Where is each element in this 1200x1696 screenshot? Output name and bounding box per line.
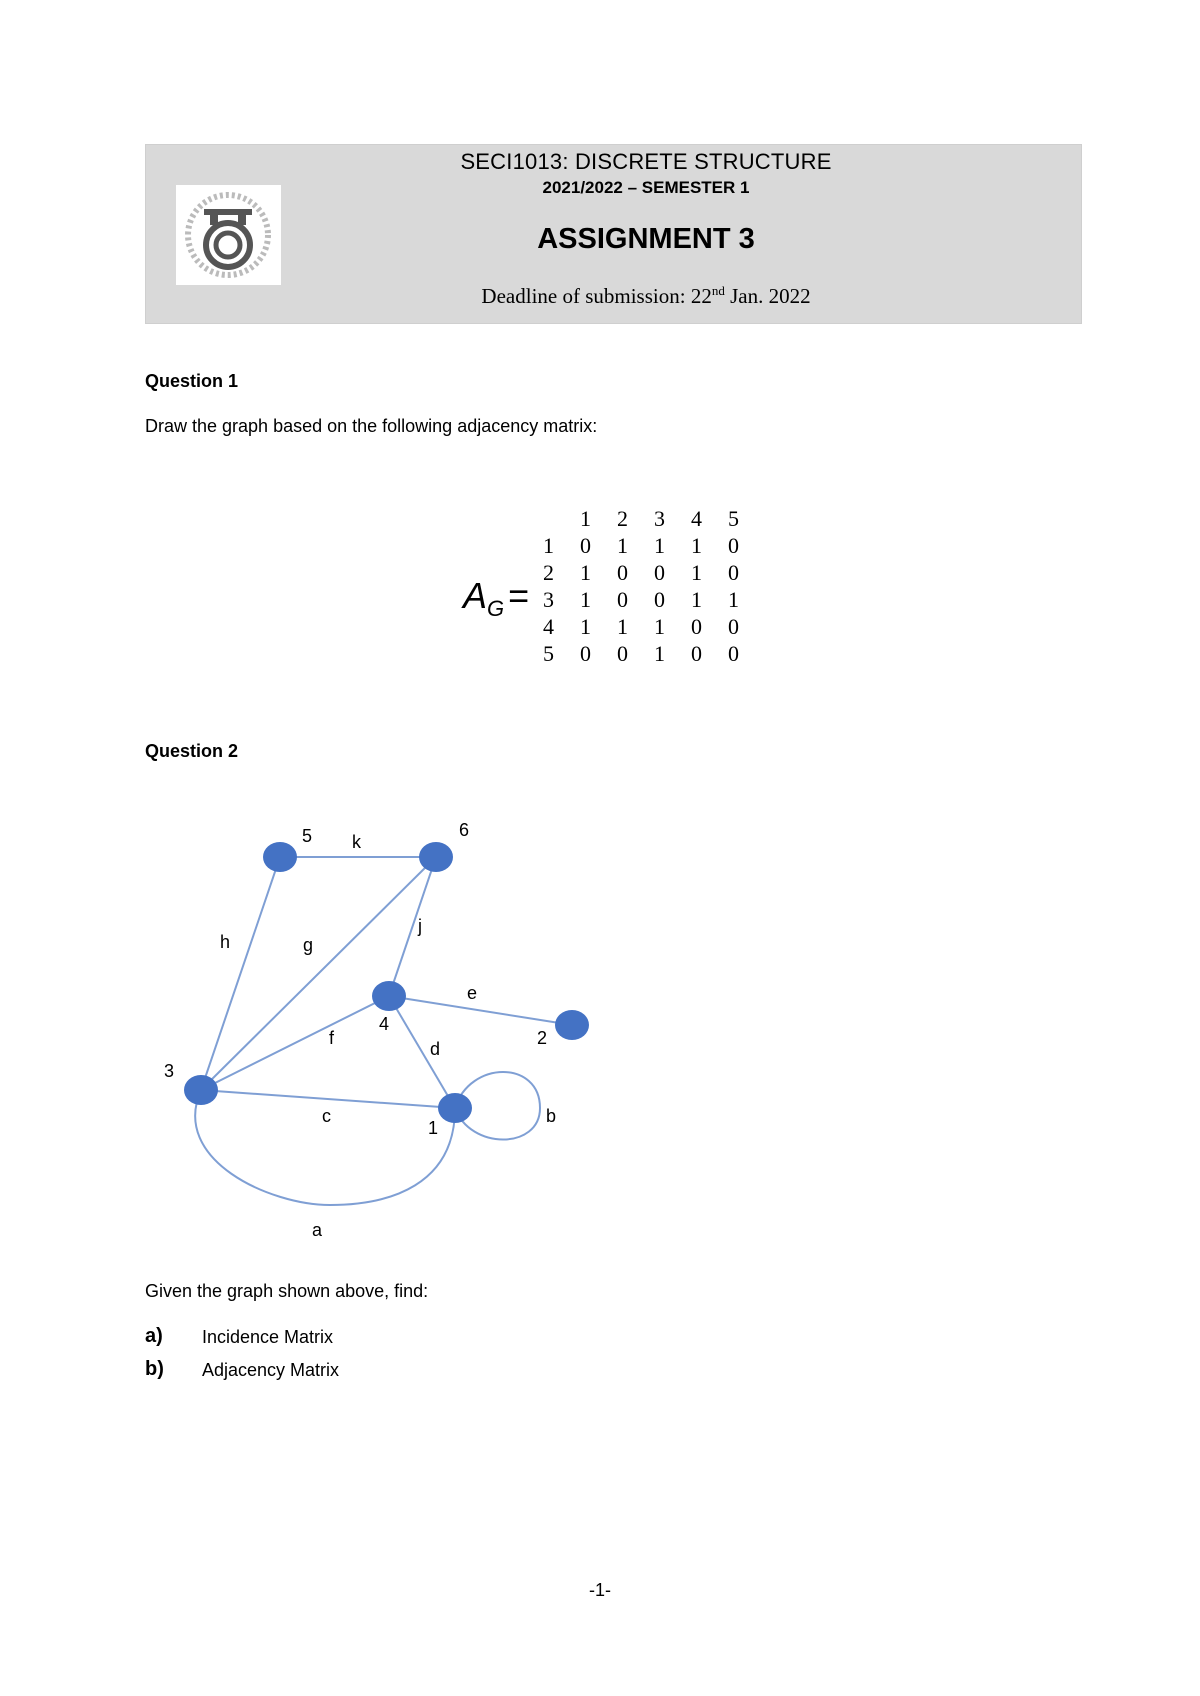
matrix-cell: 1 xyxy=(728,586,739,612)
matrix-header-row xyxy=(530,505,752,532)
edge-h xyxy=(201,857,280,1090)
university-crest-icon xyxy=(176,185,281,285)
vertex-4 xyxy=(372,981,406,1011)
vertex-label-5: 5 xyxy=(302,826,313,846)
deadline-superscript: nd xyxy=(711,283,725,298)
vertex-5 xyxy=(263,842,297,872)
matrix-cell: 1 xyxy=(580,613,591,639)
matrix-cell: 0 xyxy=(691,613,702,639)
adjacency-matrix xyxy=(530,505,752,667)
matrix-cell: 0 xyxy=(728,613,739,639)
matrix-cell: 0 xyxy=(580,640,591,666)
matrix-row-label: 1 xyxy=(543,532,554,558)
edge-label-j: j xyxy=(418,916,422,936)
vertex-label-6: 6 xyxy=(459,820,470,840)
semester-label: 2021/2022 – SEMESTER 1 xyxy=(542,178,750,197)
edge-label-h: h xyxy=(220,932,231,952)
matrix-cell: 0 xyxy=(728,532,739,558)
edge-label-a: a xyxy=(312,1220,323,1240)
matrix-col-header: 1 xyxy=(580,505,591,531)
matrix-row-label: 5 xyxy=(543,640,554,666)
question1-title: Question 1 xyxy=(145,371,239,391)
matrix-cell: 0 xyxy=(728,640,739,666)
matrix-cell: 0 xyxy=(654,559,665,585)
question2-instruction: Given the graph shown above, find: xyxy=(145,1281,429,1301)
vertex-3 xyxy=(184,1075,218,1105)
matrix-row-label: 3 xyxy=(543,586,554,612)
matrix-row-label: 4 xyxy=(543,613,554,639)
edge-d xyxy=(389,996,455,1108)
matrix-corner xyxy=(530,505,567,532)
edge-f xyxy=(201,996,389,1090)
matrix-cell: 1 xyxy=(654,640,665,666)
matrix-row xyxy=(530,586,752,613)
matrix-cell: 1 xyxy=(617,532,628,558)
vertex-label-3: 3 xyxy=(164,1061,175,1081)
matrix-row-label: 2 xyxy=(543,559,554,585)
edge-label-g: g xyxy=(303,935,314,955)
list-item-adjacency-matrix: Adjacency Matrix xyxy=(202,1360,340,1380)
edge-g xyxy=(201,857,436,1090)
matrix-cell: 1 xyxy=(654,532,665,558)
edge-label-e: e xyxy=(467,983,478,1003)
matrix-label-subscript: G xyxy=(487,596,505,621)
edge-a xyxy=(195,1090,455,1205)
matrix-cell: 0 xyxy=(654,586,665,612)
assignment-title: ASSIGNMENT 3 xyxy=(537,223,755,255)
question1-prompt: Draw the graph based on the following adjacency matrix: xyxy=(145,416,598,436)
edge-label-c: c xyxy=(322,1106,331,1126)
matrix-cell: 0 xyxy=(691,640,702,666)
edge-label-d: d xyxy=(430,1039,441,1059)
question2-title: Question 2 xyxy=(145,741,239,761)
matrix-col-header: 5 xyxy=(728,505,739,531)
matrix-cell: 1 xyxy=(654,613,665,639)
course-title: SECI1013: DISCRETE STRUCTURE xyxy=(460,149,832,174)
vertex-label-2: 2 xyxy=(537,1028,548,1048)
matrix-cell: 0 xyxy=(617,586,628,612)
list-letter-b: b) xyxy=(145,1358,164,1380)
matrix-cell: 1 xyxy=(691,586,702,612)
list-letter-a: a) xyxy=(145,1325,163,1347)
list-item-incidence-matrix: Incidence Matrix xyxy=(202,1327,334,1347)
matrix-label-main: A xyxy=(463,575,488,616)
matrix-cell: 0 xyxy=(617,559,628,585)
edge-b xyxy=(455,1072,540,1140)
vertex-2 xyxy=(555,1010,589,1040)
matrix-row xyxy=(530,559,752,586)
matrix-col-header: 4 xyxy=(691,505,702,531)
matrix-row xyxy=(530,532,752,559)
edge-c xyxy=(201,1090,455,1108)
header-box xyxy=(145,144,1082,324)
edge-label-b: b xyxy=(546,1106,557,1126)
matrix-equals: = xyxy=(508,575,530,616)
matrix-cell: 0 xyxy=(617,640,628,666)
matrix-cell: 1 xyxy=(580,559,591,585)
page-number: -1- xyxy=(589,1580,611,1600)
vertex-label-1: 1 xyxy=(428,1118,439,1138)
university-logo xyxy=(176,185,281,285)
deadline xyxy=(396,283,896,309)
deadline-suffix: Jan. 2022 xyxy=(724,284,811,308)
matrix-cell: 1 xyxy=(617,613,628,639)
deadline-prefix: Deadline of submission: 22 xyxy=(481,284,712,308)
matrix-cell: 1 xyxy=(580,586,591,612)
edge-label-f: f xyxy=(329,1028,335,1048)
matrix-cell: 1 xyxy=(691,532,702,558)
vertex-label-4: 4 xyxy=(379,1014,390,1034)
matrix-cell: 0 xyxy=(580,532,591,558)
matrix-label xyxy=(463,575,530,621)
matrix-cell: 0 xyxy=(728,559,739,585)
matrix-col-header: 3 xyxy=(654,505,665,531)
vertex-1 xyxy=(438,1093,472,1123)
edge-e xyxy=(389,996,572,1025)
matrix-cell: 1 xyxy=(691,559,702,585)
vertex-6 xyxy=(419,842,453,872)
edge-j xyxy=(389,857,436,996)
matrix-col-header: 2 xyxy=(617,505,628,531)
edge-label-k: k xyxy=(352,832,361,852)
matrix-row xyxy=(530,640,752,667)
matrix-row xyxy=(530,613,752,640)
